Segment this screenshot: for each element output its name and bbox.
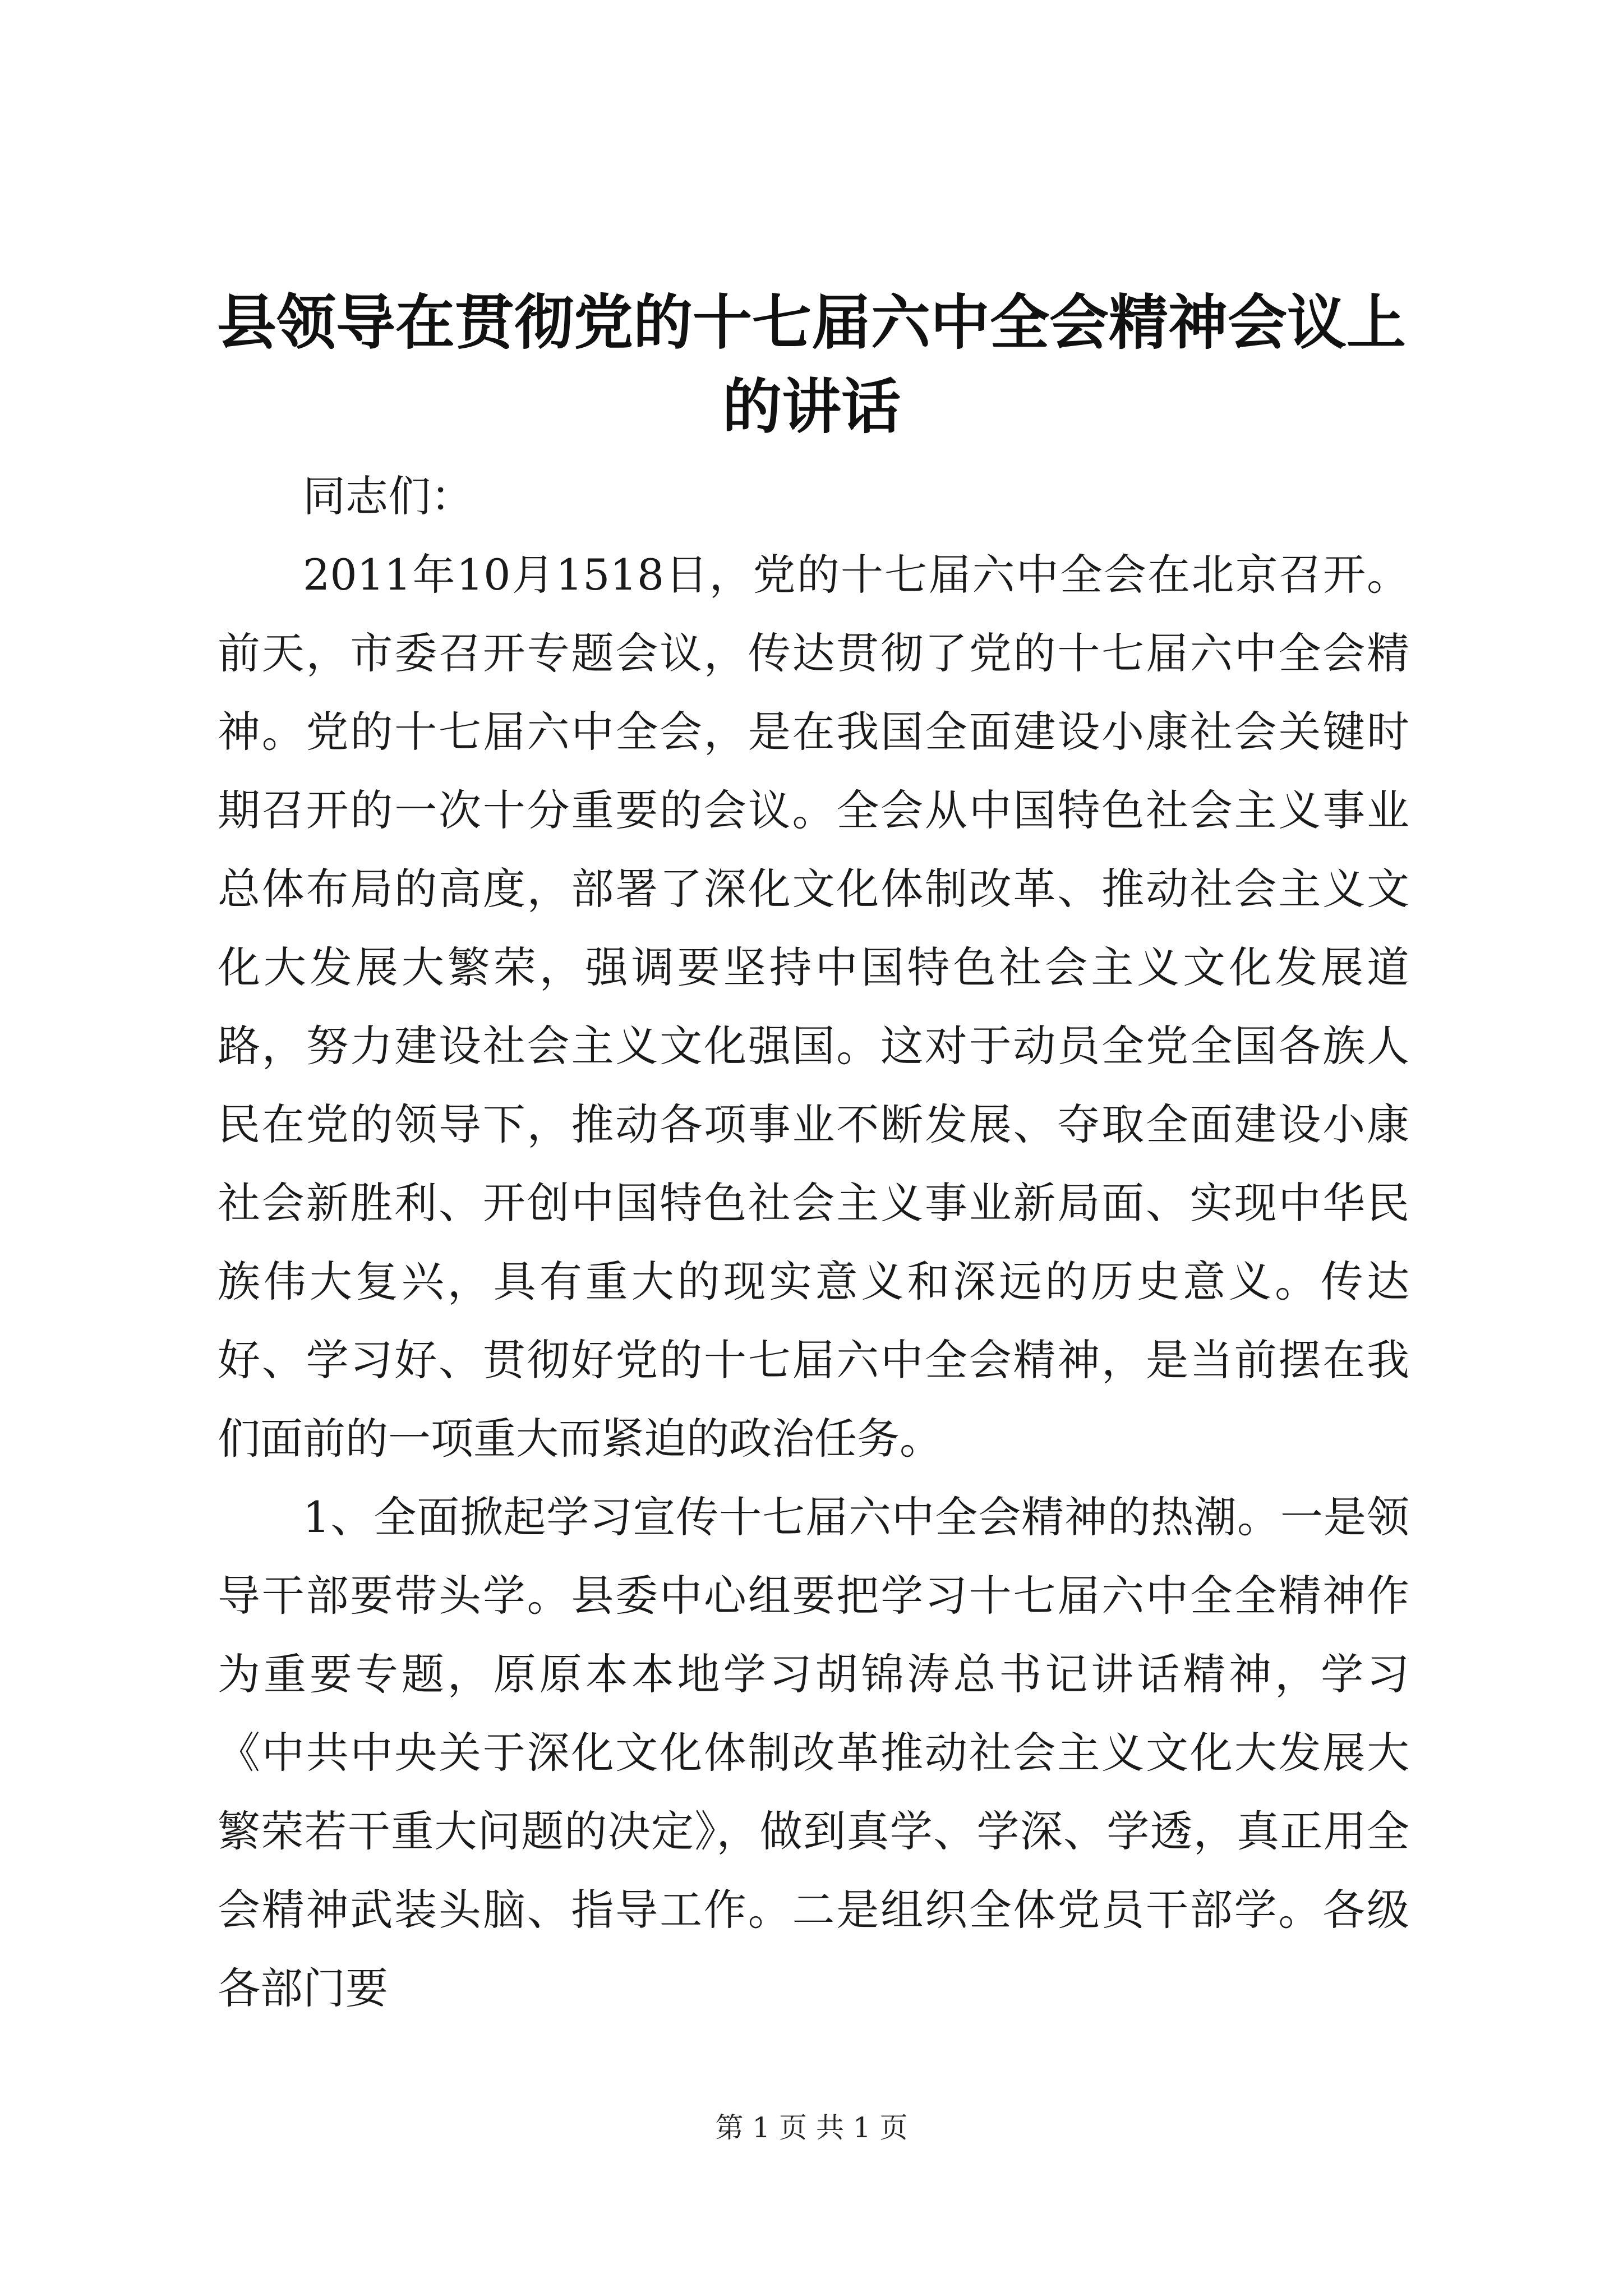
page-footer: 第 1 页 共 1 页 [715, 2111, 908, 2144]
salutation: 同志们： [303, 471, 473, 521]
document-title: 县领导在贯彻党的十七届六中全会精神会议上的讲话 [217, 287, 1406, 441]
paragraph-1: 2011年10月1518日，党的十七届六中全会在北京召开。前天，市委召开专题会议，传达贯彻了党的十七届六中全会精神。党的十七届六中全会，是在我国全面建设小康社会关键时期召开的一次十分重要的会议。全会从中国特色社会主义事业总体布局的高度，部署了深化文化体制改革、推动社会主义文化大发展大繁荣，强调要坚持中国特色社会主义文化发展道路，努力建设社会主义文化强国。这对于动员全党全国各族人民在党的领导下，推动各项事业不断发展、夺取全面建设小康社会新胜利、开创中国特色社会主义事业新局面、实现中华民族伟大复兴，具有重大的现实意义和深远的历史意义。传达好、学习好、贯彻好党的十七届六中全会精神，是当前摆在我们面前的一项重大而紧迫的政治任务。 [218, 550, 1409, 1464]
paragraph-2: 1、全面掀起学习宣传十七届六中全会精神的热潮。一是领导干部要带头学。县委中心组要把学习十七届六中全全精神作为重要专题，原原本本地学习胡锦涛总书记讲话精神，学习《中共中央关于深化文化体制改革推动社会主义文化大发展大繁荣若干重大问题的决定》，做到真学、学深、学透，真正用全会精神武装头脑、指导工作。二是组织全体党员干部学。各级各部门要 [218, 1492, 1409, 2013]
document-body [218, 457, 1409, 2028]
